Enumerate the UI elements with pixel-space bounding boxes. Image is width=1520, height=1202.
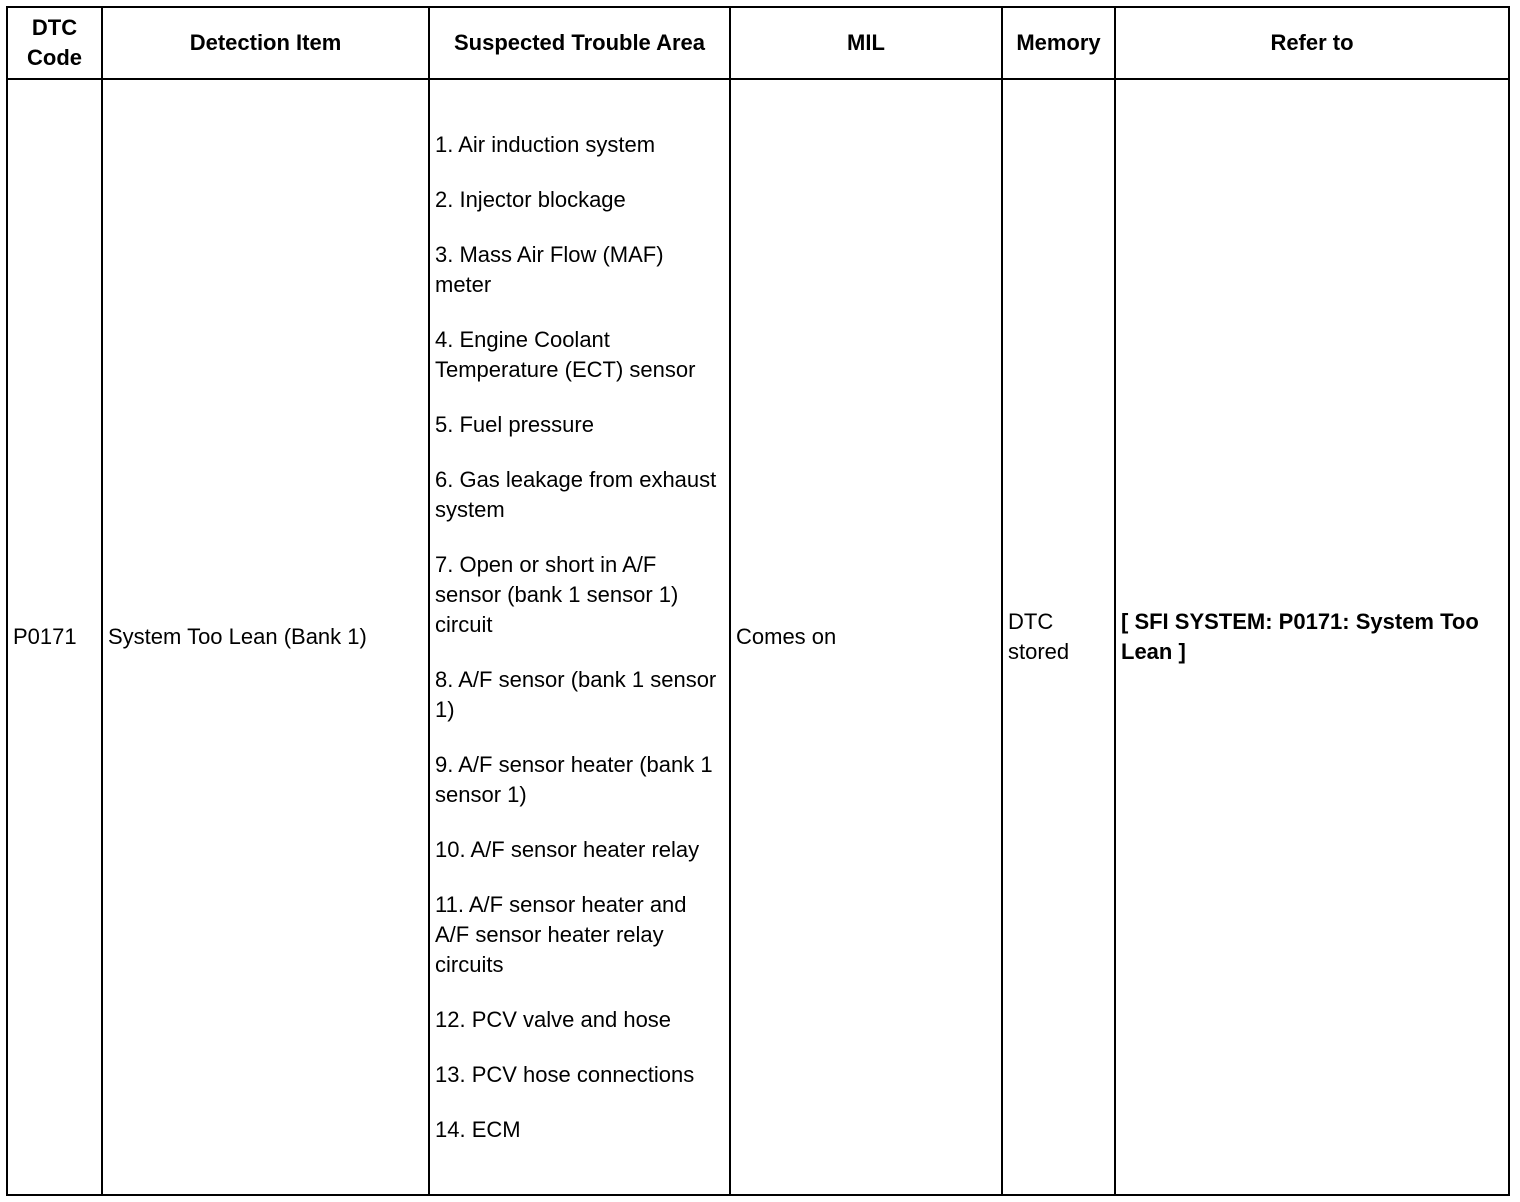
refer-to-cell bbox=[1115, 79, 1509, 1195]
list-item: 2. Injector blockage bbox=[435, 186, 626, 212]
memory-cell: DTC stored bbox=[1002, 79, 1115, 1195]
dtc-table bbox=[6, 6, 1510, 1196]
list-item: 13. PCV hose connections bbox=[435, 1061, 695, 1087]
detection-item-cell: System Too Lean (Bank 1) bbox=[102, 79, 429, 1195]
trouble-area-list bbox=[435, 130, 724, 1145]
refer-to-link[interactable]: [ SFI SYSTEM: P0171: System Too Lean ] bbox=[1121, 609, 1479, 664]
header-suspected-trouble-area: Suspected Trouble Area bbox=[429, 7, 730, 79]
list-item: 12. PCV valve and hose bbox=[435, 1006, 672, 1032]
header-memory: Memory bbox=[1002, 7, 1115, 79]
mil-cell: Comes on bbox=[730, 79, 1002, 1195]
list-item: 7. Open or short in A/F sensor (bank 1 sensor 1) circuit bbox=[435, 551, 679, 637]
list-item: 1. Air induction system bbox=[435, 131, 656, 157]
list-item: 14. ECM bbox=[435, 1116, 521, 1142]
list-item: 11. A/F sensor heater and A/F sensor heater relay circuits bbox=[435, 891, 687, 977]
list-item: 8. A/F sensor (bank 1 sensor 1) bbox=[435, 666, 717, 722]
list-item: 6. Gas leakage from exhaust system bbox=[435, 466, 717, 522]
list-item: 10. A/F sensor heater relay bbox=[435, 836, 700, 862]
header-refer-to: Refer to bbox=[1115, 7, 1509, 79]
table-row bbox=[7, 79, 1509, 1195]
header-dtc-code: DTC Code bbox=[7, 7, 102, 79]
header-detection-item: Detection Item bbox=[102, 7, 429, 79]
list-item: 5. Fuel pressure bbox=[435, 411, 594, 437]
dtc-code-cell: P0171 bbox=[7, 79, 102, 1195]
header-mil: MIL bbox=[730, 7, 1002, 79]
list-item: 9. A/F sensor heater (bank 1 sensor 1) bbox=[435, 751, 713, 807]
list-item: 4. Engine Coolant Temperature (ECT) sensor bbox=[435, 326, 696, 382]
suspected-trouble-area-cell bbox=[429, 79, 730, 1195]
list-item: 3. Mass Air Flow (MAF) meter bbox=[435, 241, 664, 297]
table-header-row bbox=[7, 7, 1509, 79]
